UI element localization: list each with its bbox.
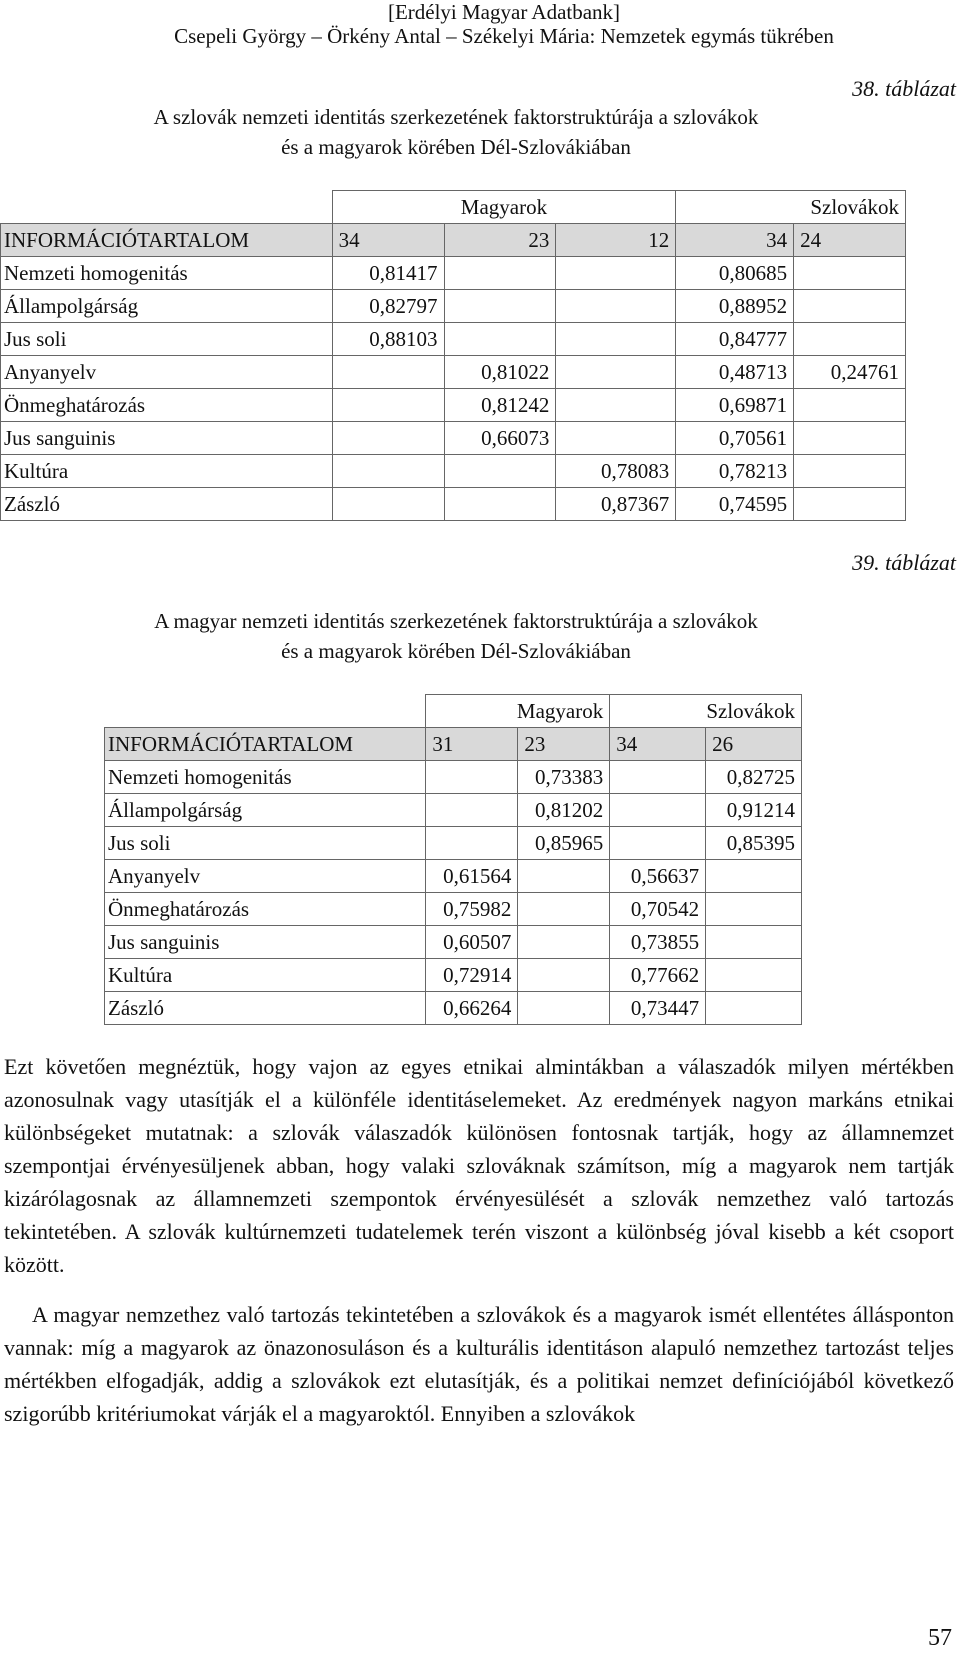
table-cell	[332, 488, 444, 521]
table-cell	[518, 860, 610, 893]
table-cell: 0,70542	[610, 893, 706, 926]
table-cell	[332, 389, 444, 422]
row-label: Állampolgárság	[1, 290, 333, 323]
table-cell: 31	[426, 728, 518, 761]
table-cell	[518, 893, 610, 926]
table-cell: 0,73447	[610, 992, 706, 1025]
table-cell: 26	[706, 728, 802, 761]
table-cell: 0,85965	[518, 827, 610, 860]
table-row	[1, 356, 906, 389]
table-cell: 0,88103	[332, 323, 444, 356]
row-label: Anyanyelv	[1, 356, 333, 389]
row-label: Jus soli	[1, 323, 333, 356]
table-cell: 23	[444, 224, 556, 257]
table-row	[1, 455, 906, 488]
table-row	[105, 926, 802, 959]
table-cell: 0,82725	[706, 761, 802, 794]
table-38-info-row	[1, 224, 906, 257]
table-cell	[794, 257, 906, 290]
table-cell	[706, 992, 802, 1025]
table-cell: 0,69871	[676, 389, 794, 422]
page-number: 57	[928, 1625, 952, 1651]
header-title: Csepeli György – Örkény Antal – Székelyi Mária: Nemzetek egymás tükrében	[174, 24, 834, 48]
table-cell	[426, 761, 518, 794]
table-row	[105, 827, 802, 860]
table-cell: 0,73383	[518, 761, 610, 794]
table-39-title-line2: és a magyarok körében Dél-Szlovákiában	[281, 639, 631, 663]
table-39-header-szlovakok: Szlovákok	[610, 695, 802, 728]
table-cell: 0,75982	[426, 893, 518, 926]
table-cell: 0,74595	[676, 488, 794, 521]
table-cell	[444, 290, 556, 323]
table-cell	[706, 860, 802, 893]
table-39	[104, 694, 802, 1025]
table-row	[105, 794, 802, 827]
row-label: Jus soli	[105, 827, 426, 860]
table-cell	[610, 794, 706, 827]
table-38-number: 38. táblázat	[852, 76, 956, 101]
table-cell: 0,48713	[676, 356, 794, 389]
table-cell: 0,73855	[610, 926, 706, 959]
body-paragraph-2: A magyar nemzethez való tartozás tekintetében a szlovákok és a magyarok ismét ellentétes állásponton vannak: míg a magyarok az önazonosuláson és a kulturális identitáson alapuló nemzethez tartozást teljes mértékben elfogadják, addig a szlovákok ezt elutasítják, és a politikai nemzet definíciójából következő szigorúbb kritériumokat várják el a magyaroktól. Ennyiben a szlovákok	[4, 1302, 954, 1426]
table-cell	[556, 422, 676, 455]
table-cell	[794, 389, 906, 422]
table-cell: 0,77662	[610, 959, 706, 992]
table-cell	[794, 323, 906, 356]
row-label: Zászló	[105, 992, 426, 1025]
table-cell	[556, 389, 676, 422]
row-label: Állampolgárság	[105, 794, 426, 827]
table-cell	[706, 959, 802, 992]
table-cell: 0,78083	[556, 455, 676, 488]
row-label: Önmeghatározás	[1, 389, 333, 422]
row-label: Zászló	[1, 488, 333, 521]
table-cell: 0,81242	[444, 389, 556, 422]
table-cell	[518, 992, 610, 1025]
table-row	[1, 422, 906, 455]
table-row	[105, 992, 802, 1025]
table-39-info-label: INFORMÁCIÓTARTALOM	[105, 728, 426, 761]
table-cell: 0,61564	[426, 860, 518, 893]
row-label: Jus sanguinis	[105, 926, 426, 959]
table-cell: 0,72914	[426, 959, 518, 992]
table-cell	[556, 356, 676, 389]
table-cell	[518, 926, 610, 959]
table-cell	[794, 290, 906, 323]
table-38-header-szlovakok: Szlovákok	[676, 191, 906, 224]
table-cell: 0,78213	[676, 455, 794, 488]
body-paragraph-1: Ezt követően megnéztük, hogy vajon az egyes etnikai almintákban a válaszadók milyen mértékben azonosulnak vagy utasítják el a különféle identitáselemeket. Az eredmények nagyon markáns etnikai különbségeket mutatnak: a szlovák válaszadók különösen fontosnak tartják, hogy az államnemzet szempontjai érvényesüljenek abban, hogy valaki szlováknak számítson, míg a magyarok nem tartják kizárólagosnak az államnemzeti szempontok érvényesülését a szlovák nemzethez való tartozás tekintetében. A szlovák kultúrnemzeti tudatelemek terén viszont a különbség jóval kisebb a két csoport között.	[4, 1054, 954, 1277]
table-cell: 0,81417	[332, 257, 444, 290]
table-cell: 12	[556, 224, 676, 257]
header-source: [Erdélyi Magyar Adatbank]	[387, 0, 621, 24]
table-cell	[556, 257, 676, 290]
table-39-info-row	[105, 728, 802, 761]
table-cell: 0,82797	[332, 290, 444, 323]
table-39-header-magyarok: Magyarok	[426, 695, 610, 728]
table-38	[0, 190, 906, 521]
table-row	[1, 389, 906, 422]
table-39-title-line1: A magyar nemzeti identitás szerkezetének faktorstruktúrája a szlovákok	[154, 609, 758, 633]
row-label: Kultúra	[105, 959, 426, 992]
table-cell	[556, 290, 676, 323]
table-cell: 0,88952	[676, 290, 794, 323]
table-cell: 0,84777	[676, 323, 794, 356]
table-cell: 0,60507	[426, 926, 518, 959]
table-cell	[794, 488, 906, 521]
table-row	[105, 860, 802, 893]
table-row	[1, 323, 906, 356]
table-38-info-label: INFORMÁCIÓTARTALOM	[1, 224, 333, 257]
row-label: Önmeghatározás	[105, 893, 426, 926]
table-cell: 0,70561	[676, 422, 794, 455]
table-cell: 0,85395	[706, 827, 802, 860]
table-cell: 0,91214	[706, 794, 802, 827]
table-cell: 0,24761	[794, 356, 906, 389]
row-label: Jus sanguinis	[1, 422, 333, 455]
table-39-number: 39. táblázat	[852, 550, 956, 575]
table-cell: 0,66264	[426, 992, 518, 1025]
table-cell: 34	[332, 224, 444, 257]
table-cell: 0,81202	[518, 794, 610, 827]
table-cell: 34	[610, 728, 706, 761]
table-row	[105, 761, 802, 794]
table-cell: 0,80685	[676, 257, 794, 290]
table-cell: 23	[518, 728, 610, 761]
table-row	[105, 893, 802, 926]
table-38-header-empty	[1, 191, 333, 224]
table-cell	[556, 323, 676, 356]
table-cell	[518, 959, 610, 992]
table-cell	[444, 323, 556, 356]
table-cell	[444, 257, 556, 290]
table-row	[1, 257, 906, 290]
table-cell	[794, 455, 906, 488]
table-cell	[426, 827, 518, 860]
table-38-title-line1: A szlovák nemzeti identitás szerkezetének faktorstruktúrája a szlovákok	[153, 105, 759, 129]
table-cell	[794, 422, 906, 455]
table-cell	[332, 356, 444, 389]
table-cell	[610, 761, 706, 794]
table-cell	[706, 893, 802, 926]
table-cell: 0,81022	[444, 356, 556, 389]
table-cell	[444, 488, 556, 521]
row-label: Kultúra	[1, 455, 333, 488]
table-cell	[706, 926, 802, 959]
table-cell	[332, 455, 444, 488]
table-row	[1, 290, 906, 323]
table-cell: 24	[794, 224, 906, 257]
table-cell: 34	[676, 224, 794, 257]
table-cell: 0,56637	[610, 860, 706, 893]
table-cell	[426, 794, 518, 827]
row-label: Nemzeti homogenitás	[1, 257, 333, 290]
table-cell	[444, 455, 556, 488]
table-row	[105, 959, 802, 992]
table-cell: 0,66073	[444, 422, 556, 455]
table-cell: 0,87367	[556, 488, 676, 521]
table-38-header-magyarok: Magyarok	[332, 191, 676, 224]
table-38-title-line2: és a magyarok körében Dél-Szlovákiában	[281, 135, 631, 159]
row-label: Nemzeti homogenitás	[105, 761, 426, 794]
table-cell	[332, 422, 444, 455]
table-cell	[610, 827, 706, 860]
row-label: Anyanyelv	[105, 860, 426, 893]
table-row	[1, 488, 906, 521]
table-39-header-empty	[105, 695, 426, 728]
